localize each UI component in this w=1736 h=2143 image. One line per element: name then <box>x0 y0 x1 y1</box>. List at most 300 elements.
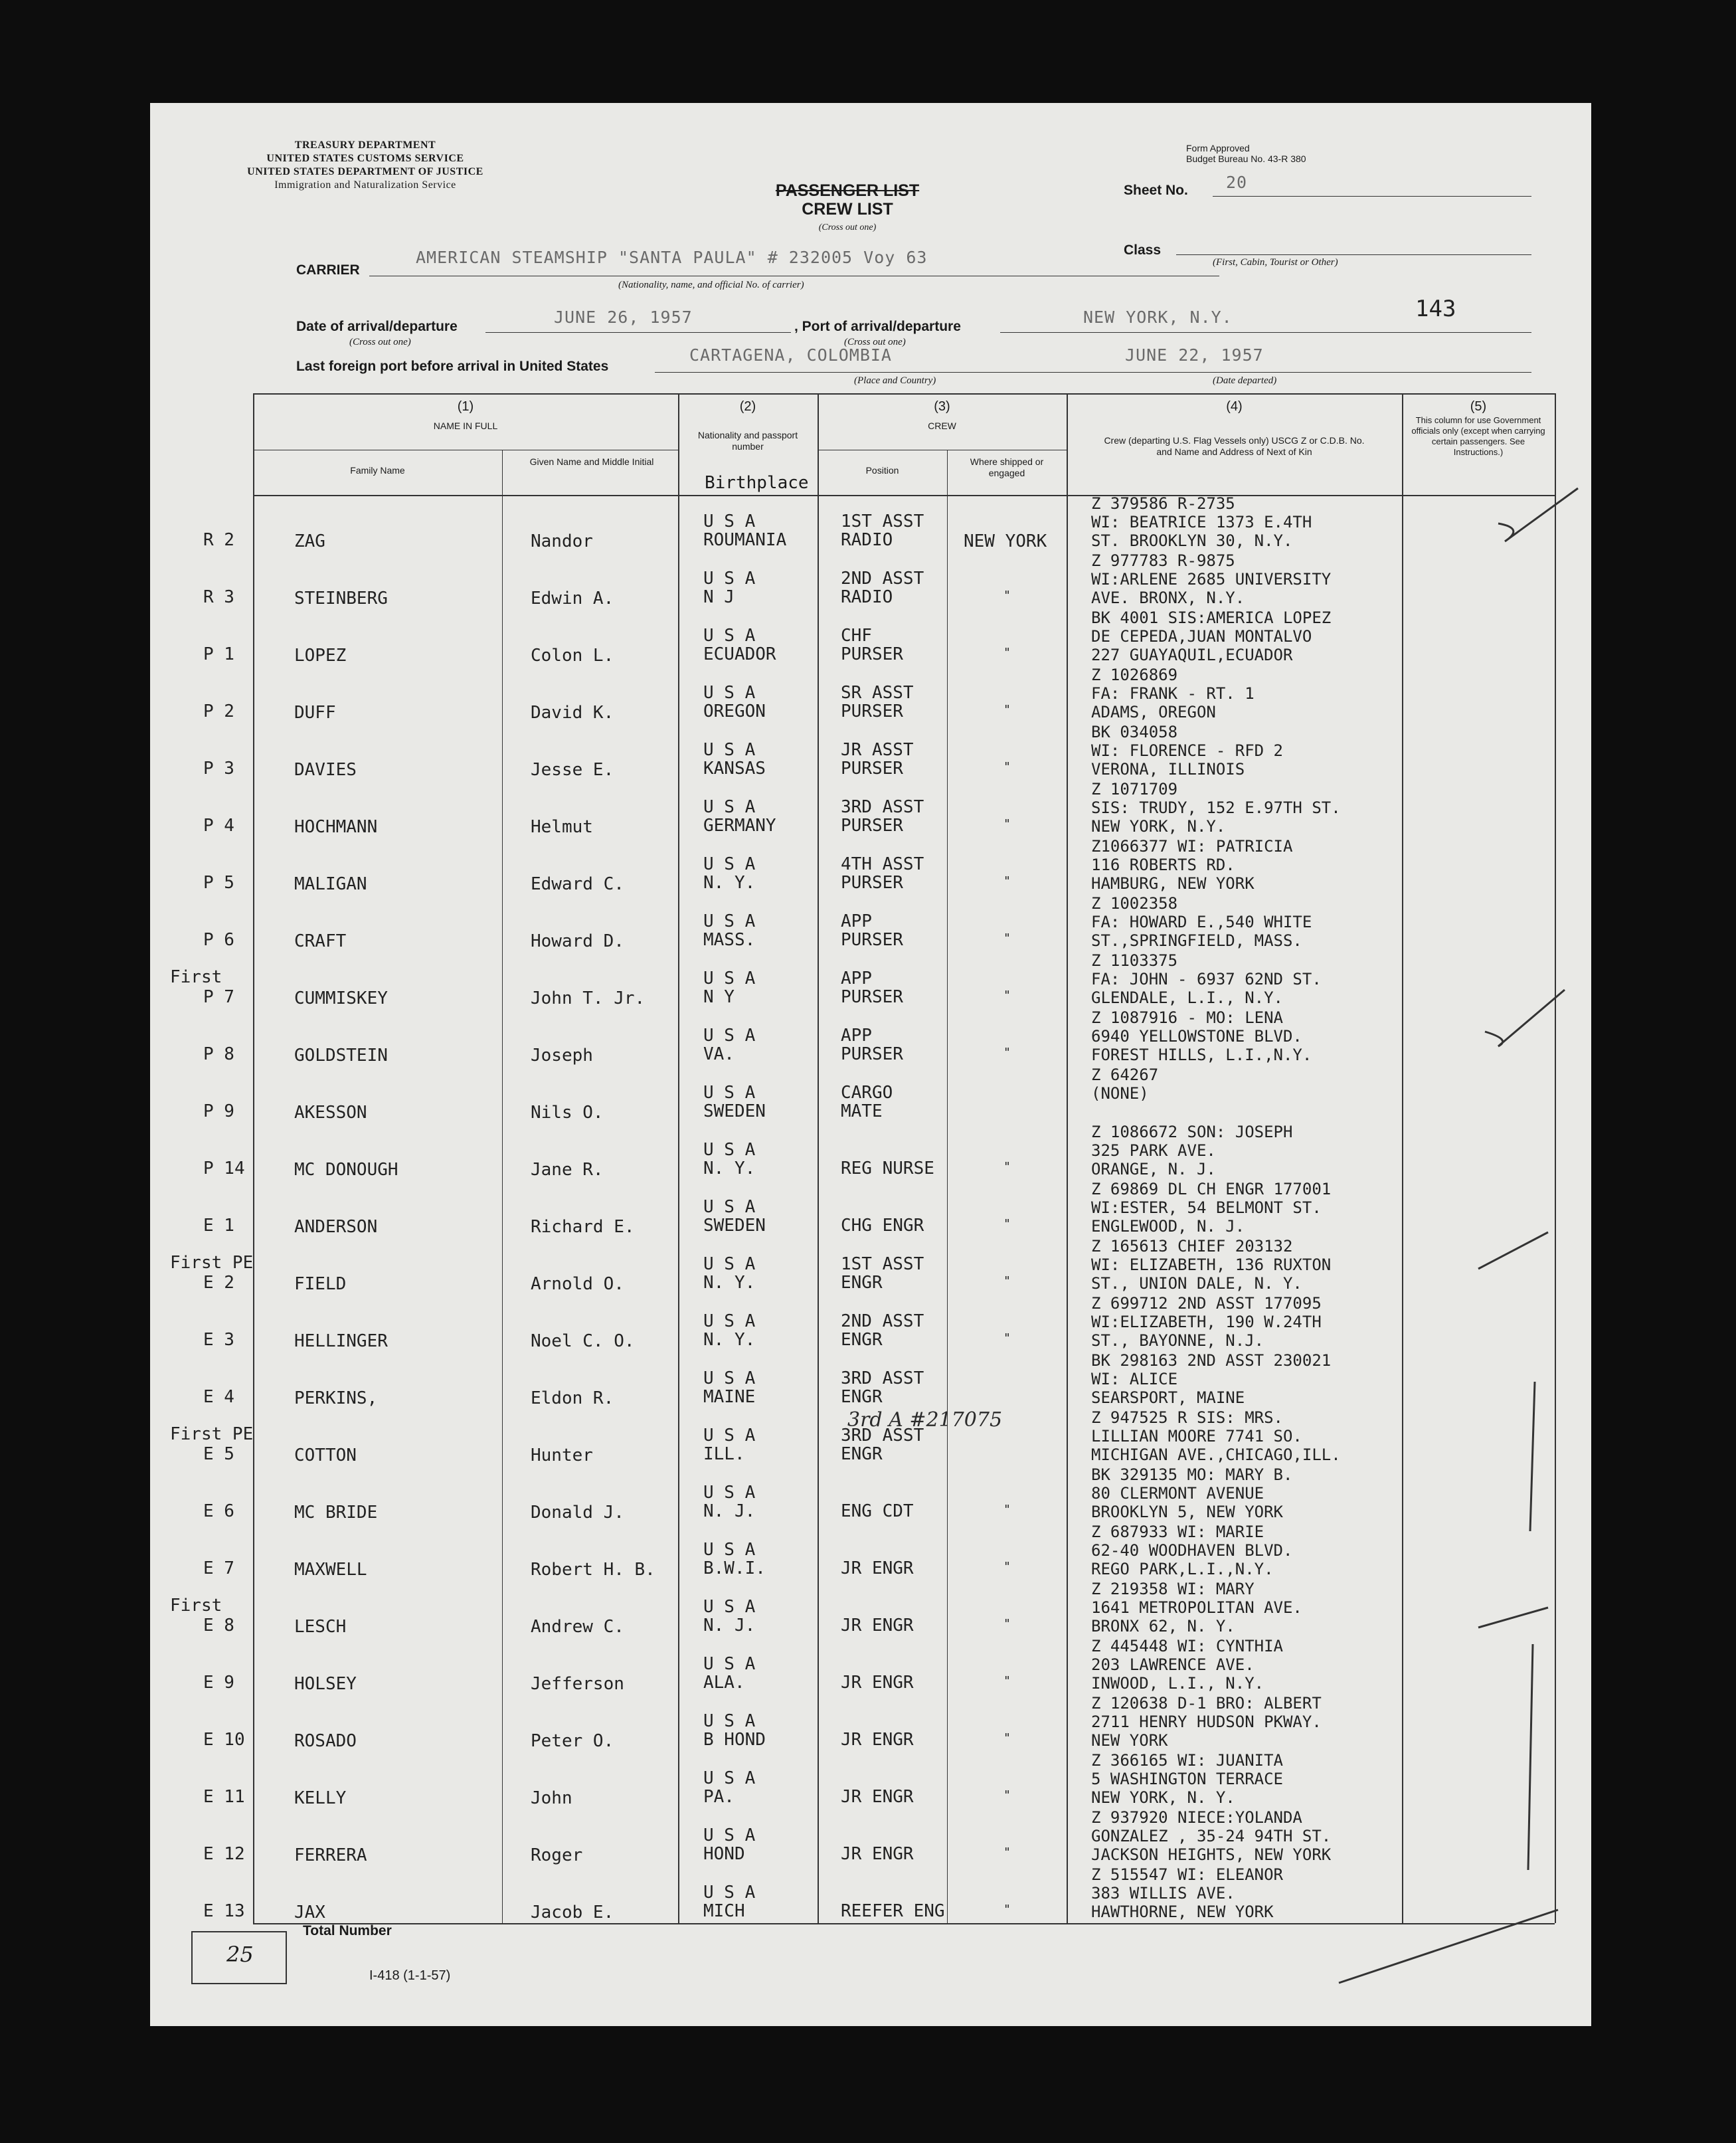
last-port-value: CARTAGENA, COLOMBIA <box>689 345 892 365</box>
cell-nat1: U S A <box>703 1825 756 1845</box>
cell-k3: ST., BAYONNE, N.J. <box>1091 1331 1264 1350</box>
cell-pos1: APP <box>841 969 872 988</box>
cell-pos2: RADIO <box>841 587 893 607</box>
cell-family: STEINBERG <box>294 589 388 608</box>
cell-given: Edwin A. <box>531 589 614 608</box>
cell-note: First <box>170 1596 222 1616</box>
cell-given: Donald J. <box>531 1503 624 1523</box>
cell-k3: GLENDALE, L.I., N.Y. <box>1091 988 1283 1007</box>
col3-title: CREW <box>928 420 956 431</box>
cell-k2: 62-40 WOODHAVEN BLVD. <box>1091 1541 1293 1560</box>
cell-k1: Z 977783 R-9875 <box>1091 551 1235 570</box>
cell-where: " <box>1003 1160 1011 1174</box>
cell-code: P 4 <box>203 816 234 836</box>
cell-k1: Z 515547 WI: ELEANOR <box>1091 1865 1283 1884</box>
cell-given: Howard D. <box>531 931 624 951</box>
cell-nat1: U S A <box>703 1426 756 1445</box>
cell-k2: DE CEPEDA,JUAN MONTALVO <box>1091 627 1312 646</box>
cell-k1: Z 219358 WI: MARY <box>1091 1580 1255 1598</box>
cell-given: Robert H. B. <box>531 1560 655 1580</box>
class-label: Class <box>1124 242 1162 258</box>
cell-nat1: U S A <box>703 683 756 703</box>
sheet-label: Sheet No. <box>1124 183 1188 198</box>
cell-k3: BRONX 62, N. Y. <box>1091 1617 1235 1635</box>
cell-pos2: ENGR <box>841 1444 883 1464</box>
cell-given: Noel C. O. <box>531 1331 635 1351</box>
cell-pos2: PURSER <box>841 1044 903 1064</box>
cell-code: E 12 <box>203 1844 245 1864</box>
agency-line-2: UNITED STATES CUSTOMS SERVICE <box>266 153 464 164</box>
cell-k1: BK 034058 <box>1091 723 1178 741</box>
date-label: Date of arrival/departure <box>296 319 458 334</box>
cell-k3: BROOKLYN 5, NEW YORK <box>1091 1503 1283 1521</box>
cell-code: E 2 <box>203 1273 234 1293</box>
cell-nat1: U S A <box>703 569 756 589</box>
cell-pos1: 4TH ASST <box>841 854 924 874</box>
cell-nat1: U S A <box>703 1197 756 1217</box>
cell-given: Hunter <box>531 1445 593 1465</box>
date-departed-hint: (Date departed) <box>1213 375 1277 386</box>
cell-k2: SIS: TRUDY, 152 E.97TH ST. <box>1091 798 1341 817</box>
cell-k1: Z 1103375 <box>1091 951 1178 970</box>
cell-pos1: 3RD ASST <box>841 1368 924 1388</box>
cell-nat2: N. Y. <box>703 1330 756 1350</box>
cell-k3: AVE. BRONX, N.Y. <box>1091 589 1245 607</box>
cell-code: P 5 <box>203 873 234 893</box>
cell-nat1: U S A <box>703 1654 756 1674</box>
carrier-hint: (Nationality, name, and official No. of carrier) <box>618 280 804 290</box>
cell-code: E 6 <box>203 1501 234 1521</box>
cell-family: FIELD <box>294 1274 347 1294</box>
cell-pos2: ENGR <box>841 1387 883 1407</box>
col2-birthplace: Birthplace <box>705 473 809 493</box>
cell-pos2: CHG ENGR <box>841 1216 924 1236</box>
cell-k2: 116 ROBERTS RD. <box>1091 856 1235 874</box>
cell-given: Colon L. <box>531 646 614 666</box>
cell-given: John <box>531 1788 572 1808</box>
cell-nat2: N. Y. <box>703 1273 756 1293</box>
cell-where: " <box>1003 1274 1011 1288</box>
cell-given: Joseph <box>531 1046 593 1066</box>
cell-code: P 2 <box>203 701 234 721</box>
cell-note: First PE <box>170 1253 254 1273</box>
cell-pos1: CARGO <box>841 1083 893 1103</box>
cell-k2: WI:ESTER, 54 BELMONT ST. <box>1091 1198 1322 1217</box>
cell-family: CRAFT <box>294 931 347 951</box>
cell-nat1: U S A <box>703 854 756 874</box>
page-number: 143 <box>1415 296 1456 322</box>
cell-nat2: MASS. <box>703 930 756 950</box>
cell-k1: Z 1086672 SON: JOSEPH <box>1091 1123 1293 1141</box>
cell-pos1: APP <box>841 1026 872 1046</box>
cell-family: PERKINS, <box>294 1388 378 1408</box>
cell-code: R 2 <box>203 530 234 550</box>
cell-note: First PE <box>170 1424 254 1444</box>
cell-nat2: SWEDEN <box>703 1216 766 1236</box>
cell-pos2: PURSER <box>841 701 903 721</box>
form-number: I-418 (1-1-57) <box>369 1968 451 1983</box>
cell-pos1: 1ST ASST <box>841 512 924 531</box>
cell-k1: Z 1087916 - MO: LENA <box>1091 1008 1283 1027</box>
cell-nat2: HOND <box>703 1844 745 1864</box>
cell-family: LESCH <box>294 1617 347 1637</box>
col4-number: (4) <box>1226 399 1243 414</box>
cell-code: E 9 <box>203 1673 234 1693</box>
tally-line-1 <box>1530 1382 1535 1531</box>
cell-nat1: U S A <box>703 797 756 817</box>
cell-nat2: MICH <box>703 1901 745 1921</box>
tally-line-2 <box>1528 1644 1533 1870</box>
date-value: JUNE 26, 1957 <box>554 308 693 327</box>
cell-nat1: U S A <box>703 911 756 931</box>
port-value: NEW YORK, N.Y. <box>1083 308 1233 327</box>
cell-pos2: RADIO <box>841 530 893 550</box>
cell-nat1: U S A <box>703 1083 756 1103</box>
cell-where: " <box>1003 589 1011 603</box>
cell-k2: WI:ELIZABETH, 190 W.24TH <box>1091 1313 1322 1331</box>
cell-k2: 5 WASHINGTON TERRACE <box>1091 1770 1283 1788</box>
col-position-header: Position <box>865 465 899 476</box>
cell-k1: Z 947525 R SIS: MRS. <box>1091 1408 1283 1427</box>
title-cross-out: (Cross out one) <box>818 223 877 233</box>
cell-k3: 227 GUAYAQUIL,ECUADOR <box>1091 646 1293 664</box>
cell-k2: FA: HOWARD E.,540 WHITE <box>1091 913 1312 931</box>
cell-family: ZAG <box>294 531 325 551</box>
cell-nat1: U S A <box>703 1483 756 1503</box>
cell-where: NEW YORK <box>964 531 1047 551</box>
cell-where: " <box>1003 988 1011 1002</box>
cell-given: David K. <box>531 703 614 723</box>
cell-given: John T. Jr. <box>531 988 646 1008</box>
cell-given: Arnold O. <box>531 1274 624 1294</box>
handwritten-annotation: 3rd A #217075 <box>847 1408 1003 1432</box>
cell-given: Nandor <box>531 531 593 551</box>
cell-nat1: U S A <box>703 1254 756 1274</box>
cell-k3: MICHIGAN AVE.,CHICAGO,ILL. <box>1091 1445 1341 1464</box>
cell-k1: BK 298163 2ND ASST 230021 <box>1091 1351 1332 1370</box>
cell-k1: Z1066377 WI: PATRICIA <box>1091 837 1293 856</box>
cell-k3: ADAMS, OREGON <box>1091 703 1216 721</box>
cell-k3: JACKSON HEIGHTS, NEW YORK <box>1091 1845 1332 1864</box>
cell-nat2: ROUMANIA <box>703 530 787 550</box>
cell-nat1: U S A <box>703 1311 756 1331</box>
cell-family: MC DONOUGH <box>294 1160 398 1180</box>
check-marks <box>150 103 1591 2026</box>
cell-given: Nils O. <box>531 1103 604 1123</box>
cell-family: COTTON <box>294 1445 357 1465</box>
cell-k2: WI: BEATRICE 1373 E.4TH <box>1091 513 1312 531</box>
col5-title: This column for use Government officials only (except when carrying certain passengers. See Instructions.) <box>1411 415 1545 457</box>
cell-nat2: KANSAS <box>703 759 766 779</box>
cell-k3: ORANGE, N. J. <box>1091 1160 1216 1178</box>
cell-where: " <box>1003 874 1011 888</box>
cell-pos2: PURSER <box>841 644 903 664</box>
cell-where: " <box>1003 646 1011 660</box>
cell-nat1: U S A <box>703 1368 756 1388</box>
cell-where: " <box>1003 760 1011 774</box>
cell-code: E 11 <box>203 1787 245 1807</box>
title-passenger: PASSENGER LIST <box>775 181 920 200</box>
cell-given: Richard E. <box>531 1217 635 1237</box>
cell-nat1: U S A <box>703 512 756 531</box>
cell-k2: 203 LAWRENCE AVE. <box>1091 1655 1255 1674</box>
col-given-header: Given Name and Middle Initial <box>529 456 654 467</box>
col-where-header: Where shipped or engaged <box>970 456 1044 478</box>
cell-family: HOLSEY <box>294 1674 357 1694</box>
cell-pos2: JR ENGR <box>841 1616 914 1635</box>
cell-k3: REGO PARK,L.I.,N.Y. <box>1091 1560 1274 1578</box>
cell-nat1: U S A <box>703 626 756 646</box>
col1-number: (1) <box>457 399 474 414</box>
cell-pos1: CHF <box>841 626 872 646</box>
cell-where: " <box>1003 1845 1011 1859</box>
cell-k3: HAWTHORNE, NEW YORK <box>1091 1903 1274 1921</box>
cell-k1: Z 64267 <box>1091 1066 1159 1084</box>
col-family-header: Family Name <box>350 465 405 476</box>
col4-title: Crew (departing U.S. Flag Vessels only) USCG Z or C.D.B. No. and Name and Address of Next of Kin <box>1104 435 1365 457</box>
cell-k2: 6940 YELLOWSTONE BLVD. <box>1091 1027 1302 1046</box>
cell-code: E 10 <box>203 1730 245 1750</box>
cell-family: HOCHMANN <box>294 817 378 837</box>
cell-k3: FOREST HILLS, L.I.,N.Y. <box>1091 1046 1312 1064</box>
cell-code: P 8 <box>203 1044 234 1064</box>
cell-family: CUMMISKEY <box>294 988 388 1008</box>
cell-nat2: PA. <box>703 1787 735 1807</box>
check-mark-2 <box>1485 990 1565 1046</box>
cell-k1: Z 699712 2ND ASST 177095 <box>1091 1294 1322 1313</box>
cell-code: P 3 <box>203 759 234 779</box>
cell-nat1: U S A <box>703 740 756 760</box>
cell-given: Helmut <box>531 817 593 837</box>
cell-k1: Z 1071709 <box>1091 780 1178 798</box>
cell-where: " <box>1003 1503 1011 1517</box>
cell-code: E 4 <box>203 1387 234 1407</box>
cell-k2: FA: FRANK - RT. 1 <box>1091 684 1255 703</box>
cell-family: DUFF <box>294 703 336 723</box>
cell-family: FERRERA <box>294 1845 367 1865</box>
document-page <box>150 103 1591 2026</box>
cell-nat1: U S A <box>703 1026 756 1046</box>
cell-code: E 3 <box>203 1330 234 1350</box>
cell-code: R 3 <box>203 587 234 607</box>
cell-pos2: ENGR <box>841 1273 883 1293</box>
cell-k1: Z 120638 D-1 BRO: ALBERT <box>1091 1694 1322 1713</box>
cell-k2: 2711 HENRY HUDSON PKWAY. <box>1091 1713 1322 1731</box>
cell-family: MALIGAN <box>294 874 367 894</box>
cell-family: LOPEZ <box>294 646 347 666</box>
cell-code: P 9 <box>203 1101 234 1121</box>
tally-diagonal <box>1339 1910 1558 1983</box>
cell-k3: NEW YORK <box>1091 1731 1168 1750</box>
cell-k1: Z 445448 WI: CYNTHIA <box>1091 1637 1283 1655</box>
cell-code: P 14 <box>203 1159 245 1178</box>
cell-k3: NEW YORK, N. Y. <box>1091 1788 1235 1807</box>
class-hint: (First, Cabin, Tourist or Other) <box>1213 257 1338 268</box>
cell-k3: NEW YORK, N.Y. <box>1091 817 1226 836</box>
last-port-hint: (Place and Country) <box>854 375 936 386</box>
cell-family: MAXWELL <box>294 1560 367 1580</box>
cell-k2: 1641 METROPOLITAN AVE. <box>1091 1598 1302 1617</box>
cell-pos2: MATE <box>841 1101 883 1121</box>
cell-family: HELLINGER <box>294 1331 388 1351</box>
cell-code: P 1 <box>203 644 234 664</box>
cell-pos2: JR ENGR <box>841 1787 914 1807</box>
cell-k2: WI:ARLENE 2685 UNIVERSITY <box>1091 570 1332 589</box>
date-departed-value: JUNE 22, 1957 <box>1125 345 1264 365</box>
cell-pos1: 2ND ASST <box>841 569 924 589</box>
cell-family: AKESSON <box>294 1103 367 1123</box>
cell-where: " <box>1003 1674 1011 1688</box>
col3-number: (3) <box>934 399 950 414</box>
cell-family: DAVIES <box>294 760 357 780</box>
carrier-label: CARRIER <box>296 262 360 278</box>
cell-code: E 7 <box>203 1558 234 1578</box>
cell-nat2: N. Y. <box>703 1159 756 1178</box>
cell-nat1: U S A <box>703 1768 756 1788</box>
cell-where: " <box>1003 1731 1011 1745</box>
cell-k1: Z 69869 DL CH ENGR 177001 <box>1091 1180 1332 1198</box>
cell-k3: ENGLEWOOD, N. J. <box>1091 1217 1245 1236</box>
cell-nat2: B.W.I. <box>703 1558 766 1578</box>
cell-where: " <box>1003 1560 1011 1574</box>
cell-k1: Z 165613 CHIEF 203132 <box>1091 1237 1293 1256</box>
cell-family: GOLDSTEIN <box>294 1046 388 1066</box>
cell-k2: GONZALEZ , 35-24 94TH ST. <box>1091 1827 1332 1845</box>
cell-pos1: 1ST ASST <box>841 1254 924 1274</box>
cell-k1: BK 4001 SIS:AMERICA LOPEZ <box>1091 608 1332 627</box>
col1-title: NAME IN FULL <box>433 420 498 431</box>
cell-nat2: OREGON <box>703 701 766 721</box>
cell-family: KELLY <box>294 1788 347 1808</box>
cell-nat2: ILL. <box>703 1444 745 1464</box>
cell-pos2: REG NURSE <box>841 1159 934 1178</box>
cell-pos1: JR ASST <box>841 740 914 760</box>
cell-nat2: N. J. <box>703 1616 756 1635</box>
port-cross-out: (Cross out one) <box>844 337 906 347</box>
cell-nat2: GERMANY <box>703 816 776 836</box>
cell-nat1: U S A <box>703 969 756 988</box>
cell-nat2: N. Y. <box>703 873 756 893</box>
cell-nat2: SWEDEN <box>703 1101 766 1121</box>
cell-where: " <box>1003 1046 1011 1060</box>
cell-pos2: PURSER <box>841 816 903 836</box>
cell-k2: 325 PARK AVE. <box>1091 1141 1216 1160</box>
cell-pos2: JR ENGR <box>841 1558 914 1578</box>
cell-pos2: JR ENGR <box>841 1673 914 1693</box>
cell-pos2: PURSER <box>841 930 903 950</box>
cell-where: " <box>1003 1788 1011 1802</box>
cell-k2: FA: JOHN - 6937 62ND ST. <box>1091 970 1322 988</box>
cell-pos2: PURSER <box>841 987 903 1007</box>
cell-nat2: MAINE <box>703 1387 756 1407</box>
cell-k2: LILLIAN MOORE 7741 SO. <box>1091 1427 1302 1445</box>
cell-pos2: REEFER ENG <box>841 1901 945 1921</box>
cell-pos1: APP <box>841 911 872 931</box>
cell-code: E 13 <box>203 1901 245 1921</box>
agency-line-3: UNITED STATES DEPARTMENT OF JUSTICE <box>247 166 483 177</box>
cell-nat1: U S A <box>703 1883 756 1903</box>
check-mark-3 <box>1478 1232 1548 1269</box>
cell-given: Roger <box>531 1845 583 1865</box>
last-port-label: Last foreign port before arrival in United States <box>296 359 609 374</box>
cell-pos2: JR ENGR <box>841 1844 914 1864</box>
carrier-value: AMERICAN STEAMSHIP "SANTA PAULA" # 232005 Voy 63 <box>416 248 928 267</box>
cell-code: P 7 <box>203 987 234 1007</box>
cell-family: ROSADO <box>294 1731 357 1751</box>
cell-pos2: JR ENGR <box>841 1730 914 1750</box>
cell-nat2: ECUADOR <box>703 644 776 664</box>
cell-given: Jefferson <box>531 1674 624 1694</box>
cell-k3: SEARSPORT, MAINE <box>1091 1388 1245 1407</box>
cell-k1: Z 1026869 <box>1091 666 1178 684</box>
cell-code: E 5 <box>203 1444 234 1464</box>
cell-pos1: SR ASST <box>841 683 914 703</box>
cell-k1: Z 687933 WI: MARIE <box>1091 1523 1264 1541</box>
cell-nat2: B HOND <box>703 1730 766 1750</box>
cell-pos2: ENG CDT <box>841 1501 914 1521</box>
cell-k3: ST. BROOKLYN 30, N.Y. <box>1091 531 1293 550</box>
cell-k1: BK 329135 MO: MARY B. <box>1091 1465 1293 1484</box>
cell-family: JAX <box>294 1903 325 1922</box>
cell-nat2: ALA. <box>703 1673 745 1693</box>
cell-k2: WI: ALICE <box>1091 1370 1178 1388</box>
cell-given: Jacob E. <box>531 1903 614 1922</box>
total-number-label: Total Number <box>303 1923 392 1938</box>
cell-where: " <box>1003 1617 1011 1631</box>
cell-pos2: PURSER <box>841 759 903 779</box>
cell-given: Peter O. <box>531 1731 614 1751</box>
cell-nat1: U S A <box>703 1140 756 1160</box>
agency-line-4: Immigration and Naturalization Service <box>274 179 456 191</box>
cell-where: " <box>1003 1903 1011 1916</box>
cell-k2: 383 WILLIS AVE. <box>1091 1884 1235 1903</box>
cell-k2: (NONE) <box>1091 1084 1149 1103</box>
agency-line-1: TREASURY DEPARTMENT <box>294 140 436 151</box>
check-mark-4 <box>1478 1608 1548 1628</box>
cell-family: ANDERSON <box>294 1217 378 1237</box>
cell-nat1: U S A <box>703 1540 756 1560</box>
cell-k1: Z 366165 WI: JUANITA <box>1091 1751 1283 1770</box>
cell-pos2: PURSER <box>841 873 903 893</box>
cell-given: Edward C. <box>531 874 624 894</box>
cell-k2: WI: ELIZABETH, 136 RUXTON <box>1091 1256 1332 1274</box>
cell-k1: Z 379586 R-2735 <box>1091 494 1235 513</box>
cell-k3: ST.,SPRINGFIELD, MASS. <box>1091 931 1302 950</box>
cell-k3: HAMBURG, NEW YORK <box>1091 874 1255 893</box>
cell-code: P 6 <box>203 930 234 950</box>
cell-code: E 1 <box>203 1216 234 1236</box>
date-cross-out: (Cross out one) <box>349 337 411 347</box>
cell-k2: WI: FLORENCE - RFD 2 <box>1091 741 1283 760</box>
cell-nat2: N. J. <box>703 1501 756 1521</box>
cell-family: MC BRIDE <box>294 1503 378 1523</box>
title-crew: CREW LIST <box>802 200 893 219</box>
cell-k1: Z 1002358 <box>1091 894 1178 913</box>
cell-pos1: 3RD ASST <box>841 797 924 817</box>
port-label: , Port of arrival/departure <box>794 319 961 334</box>
cell-given: Jane R. <box>531 1160 604 1180</box>
cell-where: " <box>1003 931 1011 945</box>
cell-k2: 80 CLERMONT AVENUE <box>1091 1484 1264 1503</box>
col2-title: Nationality and passport number <box>697 430 798 452</box>
cell-nat2: N J <box>703 587 735 607</box>
cell-k3: VERONA, ILLINOIS <box>1091 760 1245 779</box>
cell-k3: ST., UNION DALE, N. Y. <box>1091 1274 1302 1293</box>
cell-note: First <box>170 967 222 987</box>
cell-given: Eldon R. <box>531 1388 614 1408</box>
cell-given: Jesse E. <box>531 760 614 780</box>
sheet-value: 20 <box>1226 173 1248 192</box>
